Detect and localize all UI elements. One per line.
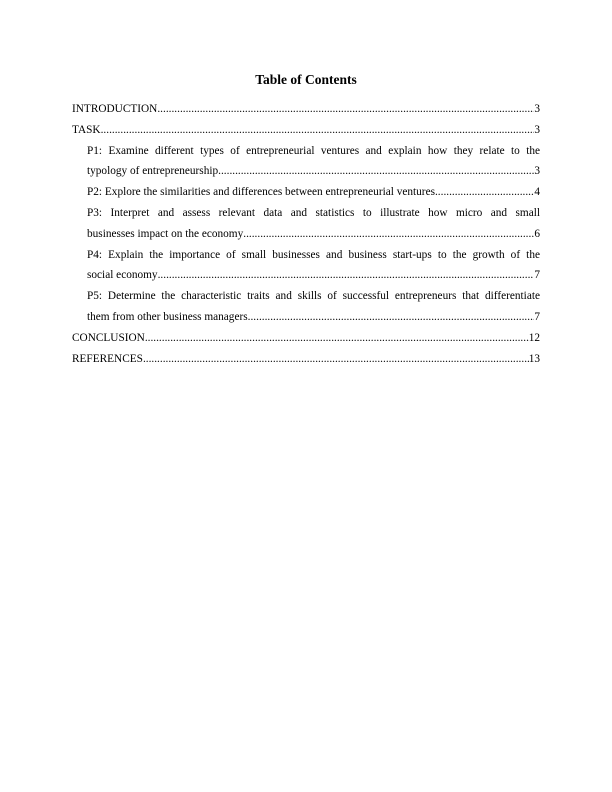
dot-leader xyxy=(157,99,534,120)
dot-leader xyxy=(101,120,535,141)
toc-entry-label: INTRODUCTION xyxy=(72,103,158,115)
toc-entry-label-line2: typology of entrepreneurship xyxy=(87,165,219,178)
toc-entry-p5[interactable] xyxy=(87,286,540,328)
toc-page-number: 7 xyxy=(534,310,540,323)
toc-entry-label: P2: Explore the similarities and differences between entrepreneurial ventures xyxy=(87,186,435,199)
toc-entry-label-line1: P1: Examine different types of entrepreneurial ventures and explain how they relate to the xyxy=(87,144,540,157)
toc-page-number: 13 xyxy=(528,352,540,365)
toc-entry-task[interactable] xyxy=(72,120,540,141)
toc-entry-p3[interactable] xyxy=(87,203,540,245)
toc-page-number: 6 xyxy=(534,227,540,240)
toc-entry-p1[interactable] xyxy=(87,141,540,183)
dot-leader xyxy=(145,328,529,349)
toc-entry-p2[interactable] xyxy=(87,182,540,203)
toc-entry-label: TASK xyxy=(72,123,101,136)
dot-leader xyxy=(158,265,535,286)
toc-entry-label-line1: P3: Interpret and assess relevant data and statistics to illustrate how micro and small xyxy=(87,206,540,219)
dot-leader xyxy=(435,182,534,203)
toc-entry-label-line1: P4: Explain the importance of small businesses and business start-ups to the growth of the xyxy=(87,248,540,261)
dot-leader xyxy=(218,161,534,182)
toc-entry-label-line2: businesses impact on the economy xyxy=(87,227,244,240)
toc-page-number: 12 xyxy=(528,331,540,344)
toc-page-number: 3 xyxy=(534,123,540,136)
table-of-contents xyxy=(72,99,540,369)
toc-entry-p4[interactable] xyxy=(87,245,540,287)
toc-entry-label: REFERENCES xyxy=(72,352,143,365)
toc-entry-references[interactable] xyxy=(72,349,540,370)
toc-entry-label-line1: P5: Determine the characteristic traits and skills of successful entrepreneurs that differentiate xyxy=(87,290,540,303)
dot-leader xyxy=(143,349,529,370)
dot-leader xyxy=(243,224,534,245)
toc-page-number: 3 xyxy=(534,165,540,178)
toc-title: Table of Contents xyxy=(255,72,357,87)
toc-page-number: 7 xyxy=(534,269,540,282)
toc-entry-label: CONCLUSION xyxy=(72,331,145,344)
toc-entry-conclusion[interactable] xyxy=(72,328,540,349)
toc-entry-label-line2: them from other business managers xyxy=(87,310,248,323)
dot-leader xyxy=(248,307,535,328)
toc-page-number: 4 xyxy=(534,186,540,199)
toc-entry-introduction[interactable] xyxy=(72,99,540,120)
toc-page-number: 3 xyxy=(534,103,540,115)
toc-entry-label-line2: social economy xyxy=(87,269,158,282)
